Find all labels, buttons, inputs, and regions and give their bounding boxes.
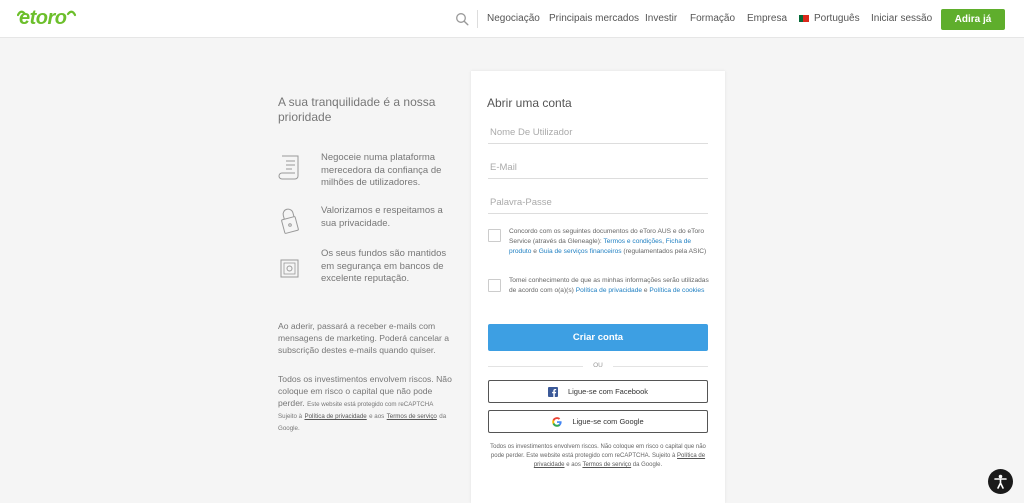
terms-consent-and: e [533, 248, 537, 255]
terms-consent-comma: , [662, 238, 664, 245]
accessibility-button[interactable] [988, 469, 1013, 494]
accessibility-icon [988, 469, 1013, 494]
form-footnote-suffix: da Google. [632, 462, 663, 468]
form-terms-of-service-link[interactable]: Termos de serviço [582, 462, 632, 468]
privacy-policy-link[interactable]: Política de privacidade [304, 413, 367, 420]
feature-trust-text: Negoceie numa plataforma merecedora da confiança de milhões de utilizadores. [321, 152, 442, 188]
privacy-checkbox[interactable] [488, 279, 501, 292]
terms-checkbox[interactable] [488, 229, 501, 242]
terms-consent-regulation: (regulamentados pela ASIC) [623, 248, 707, 255]
feature-privacy-text: Valorizamos e respeitamos a sua privacidade. [321, 205, 443, 229]
form-privacy-policy-link[interactable]: Política de privacidade [533, 453, 706, 468]
create-account-button[interactable]: Criar conta [488, 324, 708, 351]
logo-sprout-icon [17, 6, 77, 30]
product-sheet-link[interactable]: Ficha de produto [509, 238, 692, 255]
or-text: OU [593, 362, 603, 369]
language-selector[interactable]: Português [814, 13, 860, 24]
form-risk-footnote [488, 443, 708, 470]
nav-item-principais-mercados[interactable]: Principais mercados [549, 13, 640, 24]
feature-funds-text: Os seus fundos são mantidos em segurança em bancos de excelente reputação. [321, 248, 447, 284]
privacy-policy-form-link[interactable]: Política de privacidade [575, 287, 643, 294]
risk-warning-text: Todos os investimentos envolvem riscos. Não coloque em risco o capital que não pode perder. [278, 374, 452, 408]
terms-of-service-link[interactable]: Termos de serviço [386, 413, 437, 420]
facebook-signup-button[interactable] [488, 380, 708, 403]
terms-consent-text [509, 227, 709, 257]
login-link[interactable]: Iniciar sessão [871, 13, 933, 24]
or-divider [488, 362, 708, 370]
form-footnote-connector: e aos [566, 462, 581, 468]
recaptcha-notice: Este website está protegido com reCAPTCHA Sujeito à [278, 401, 434, 420]
nav-item-formacao[interactable]: Formação [690, 13, 736, 24]
recaptcha-suffix: da Google. [278, 413, 447, 432]
risk-warning [278, 373, 453, 433]
lock-icon [278, 205, 304, 235]
nav-item-negociacao[interactable]: Negociação [487, 13, 540, 24]
marketing-notice: Ao aderir, passará a receber e-mails com mensagens de marketing. Poderá cancelar a subscrição destes e-mails quando quiser. [278, 321, 450, 355]
privacy-consent-intro: Tomei conhecimento de que as minhas informações serão utilizadas de acordo com o(a)(s) [509, 277, 709, 294]
email-input[interactable] [488, 157, 708, 179]
nav-item-investir[interactable]: Investir [645, 13, 678, 24]
google-icon [552, 417, 562, 427]
scroll-icon [278, 152, 304, 182]
form-risk-text: Todos os investimentos envolvem riscos. Não coloque em risco o capital que não pode perder. Este website está protegido com reCAPTCHA. Sujeito à [490, 444, 706, 459]
cookie-policy-link[interactable]: Política de cookies [649, 287, 705, 294]
username-input[interactable] [488, 122, 708, 144]
safe-icon [278, 248, 304, 278]
facebook-icon [548, 387, 558, 397]
terms-conditions-link[interactable]: Termos e condições [603, 238, 663, 245]
google-signup-button[interactable] [488, 410, 708, 433]
financial-services-guide-link[interactable]: Guia de serviços financeiros [538, 248, 622, 255]
join-now-button[interactable]: Adira já [941, 9, 1005, 30]
terms-consent-intro: Concordo com os seguintes documentos do eToro AUS e do eToro Service (através da Gleneagle): [509, 228, 704, 245]
recaptcha-connector: e aos [369, 413, 385, 420]
password-input[interactable] [488, 192, 708, 214]
top-navigation-bar [0, 0, 1024, 38]
logo-text: etoro [19, 7, 67, 29]
portugal-flag-icon [799, 15, 809, 22]
facebook-signup-label: Ligue-se com Facebook [567, 387, 649, 396]
nav-item-empresa[interactable]: Empresa [747, 13, 788, 24]
privacy-consent-and: e [643, 287, 648, 294]
signup-title: Abrir uma conta [487, 96, 572, 110]
search-icon[interactable] [455, 12, 469, 26]
nav-divider [477, 10, 478, 28]
page-headline: A sua tranquilidade é a nossa prioridade [278, 95, 436, 124]
google-signup-label: Ligue-se com Google [572, 417, 644, 426]
privacy-consent-text [509, 276, 709, 296]
